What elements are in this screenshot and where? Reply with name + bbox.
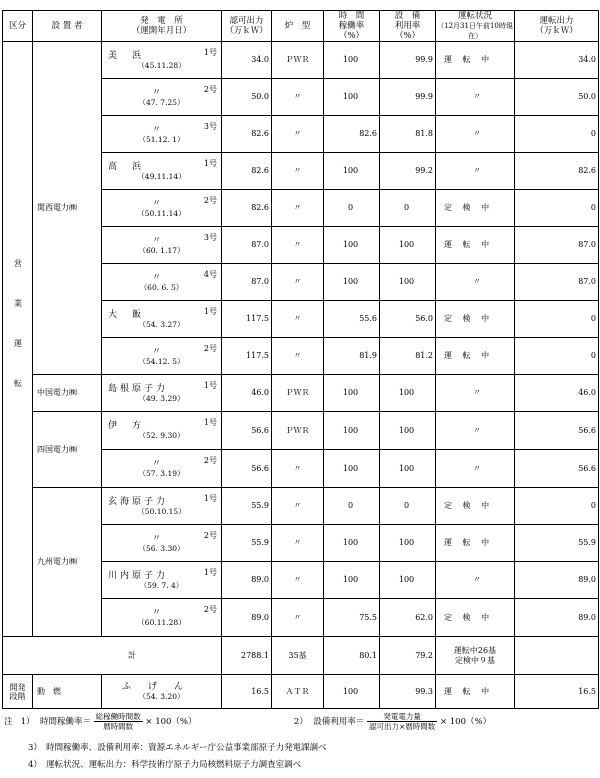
output-cell: 0 (515, 301, 599, 338)
capacity-cell: 56.6 (222, 412, 272, 450)
time-rate-cell: 100 (324, 153, 380, 190)
dev-util-rate: 99.3 (380, 675, 436, 709)
header-output-line2: （万ｋＷ） (535, 26, 578, 36)
output-cell: 82.6 (515, 153, 599, 190)
util-rate-cell: 0 (380, 190, 436, 227)
plant-name: 〃 (152, 459, 165, 469)
output-cell: 56.6 (515, 450, 599, 488)
note2-lead: 設備利用率＝ (313, 717, 365, 727)
total-status-line2: 定検中９基 (455, 655, 495, 665)
plant-cell (102, 488, 222, 525)
status-cell: 〃 (436, 412, 515, 450)
output-cell: 0 (515, 116, 599, 153)
capacity-cell: 82.6 (222, 190, 272, 227)
reactor-cell: 〃 (272, 153, 324, 190)
output-cell: 56.6 (515, 412, 599, 450)
reactor-cell: 〃 (272, 79, 324, 116)
plant-cell (102, 42, 222, 79)
plant-cell (102, 190, 222, 227)
plant-name: 〃 (152, 608, 165, 618)
dev-time-rate: 100 (324, 675, 380, 709)
status-cell: 定 検 中 (436, 488, 515, 525)
plant-cell (102, 375, 222, 412)
plant-name: ふ げ ん (122, 682, 188, 692)
status-cell: 〃 (436, 450, 515, 488)
unit-number: 4号 (203, 270, 217, 279)
reactor-cell: 〃 (272, 562, 324, 599)
status-cell: 運 転 中 (436, 525, 515, 562)
unit-number: 2号 (203, 605, 217, 614)
capacity-cell: 55.9 (222, 525, 272, 562)
note1-tail: × 100（%） (145, 717, 197, 727)
header-owner: 設 置 者 (33, 11, 102, 42)
dev-reactor: ＡＴＲ (272, 675, 324, 709)
total-status (436, 637, 515, 675)
header-time-rate-line2: 稼働率 (338, 21, 365, 31)
note-3: 3） 時間稼働率、設備利用率：資源エネルギー庁公益事業部原子力発電課調べ (28, 743, 327, 753)
plant-name: 〃 (152, 272, 165, 283)
time-rate-cell: 81.9 (324, 338, 380, 375)
owner-shikoku: 四国電力㈱ (33, 412, 102, 488)
reactor-status-table (2, 10, 599, 709)
dev-output: 16.5 (515, 675, 599, 709)
time-rate-cell: 100 (324, 227, 380, 264)
note2-fraction (367, 712, 437, 731)
capacity-cell: 55.9 (222, 488, 272, 525)
owner-kyushu: 九州電力㈱ (33, 488, 102, 637)
reactor-cell: 〃 (272, 264, 324, 301)
status-cell: 運 転 中 (436, 338, 515, 375)
plant-cell (102, 599, 222, 637)
plant-cell (102, 301, 222, 338)
header-capacity-line2: （万ｋＷ） (225, 26, 268, 36)
util-rate-cell: 62.0 (380, 599, 436, 637)
plant-date: （45.11.28） (137, 60, 186, 70)
plant-name: 〃 (152, 87, 165, 98)
header-capacity-line1: 認可出力 (229, 16, 264, 26)
output-cell: 0 (515, 190, 599, 227)
total-row (3, 637, 599, 675)
output-cell: 89.0 (515, 562, 599, 599)
note1-num: 1） (20, 717, 35, 727)
total-reactor-count: 35基 (272, 637, 324, 675)
status-cell: 運 転 中 (436, 42, 515, 79)
capacity-cell: 50.0 (222, 79, 272, 116)
status-cell: 定 検 中 (436, 301, 515, 338)
category-commercial: 営業運転 (3, 42, 33, 637)
notes-label: 注 (4, 717, 13, 727)
time-rate-cell: 0 (324, 190, 380, 227)
note1-fraction (94, 712, 143, 731)
total-time-rate: 80.1 (324, 637, 380, 675)
plant-date: （49.11.14） (137, 171, 186, 181)
capacity-cell: 82.6 (222, 153, 272, 190)
output-cell: 87.0 (515, 264, 599, 301)
reactor-cell: ＰＷＲ (272, 42, 324, 79)
total-label: 計 (3, 637, 222, 675)
plant-date: （52. 9.30） (138, 431, 185, 440)
util-rate-cell: 0 (380, 488, 436, 525)
unit-number: 3号 (203, 233, 217, 242)
plant-cell (102, 450, 222, 488)
category-dev: 開発段階 (3, 675, 33, 709)
time-rate-cell: 100 (324, 79, 380, 116)
total-status-line1: 運転中26基 (453, 645, 497, 655)
status-cell: 運 転 中 (436, 227, 515, 264)
plant-name: 玄海原子力 (108, 496, 169, 507)
plant-cell (102, 338, 222, 375)
reactor-cell: 〃 (272, 116, 324, 153)
output-cell: 34.0 (515, 42, 599, 79)
plant-name: 〃 (152, 235, 165, 246)
note2-numerator: 発電電力量 (367, 712, 437, 722)
header-util-rate (380, 11, 436, 42)
capacity-cell: 89.0 (222, 599, 272, 637)
header-plant-line2: （運開年月日） (131, 26, 192, 36)
plant-name: 〃 (152, 124, 165, 135)
note1-lead: 時間稼働率＝ (39, 717, 91, 727)
time-rate-cell: 100 (324, 525, 380, 562)
note2-tail: × 100（%） (439, 717, 492, 727)
unit-number: 2号 (203, 85, 217, 94)
capacity-cell: 82.6 (222, 116, 272, 153)
unit-number: 1号 (203, 494, 217, 503)
note1-denominator: 暦時間数 (103, 722, 134, 731)
plant-date: （54. 3.20） (138, 692, 185, 701)
note-line-1-2 (4, 712, 491, 731)
total-util-rate: 79.2 (380, 637, 436, 675)
plant-name: 〃 (152, 198, 165, 209)
unit-number: 2号 (203, 196, 217, 205)
util-rate-cell: 100 (380, 450, 436, 488)
reactor-cell: 〃 (272, 599, 324, 637)
note-4: 4） 運転状況、運転出力：科学技術庁原子力局核燃料原子力調査室調べ (28, 760, 302, 770)
capacity-cell: 34.0 (222, 42, 272, 79)
capacity-cell: 46.0 (222, 375, 272, 412)
unit-number: 2号 (203, 456, 217, 465)
total-capacity: 2788.1 (222, 637, 272, 675)
plant-date: （60. 6. 5） (139, 282, 184, 292)
unit-number: 1号 (203, 418, 217, 427)
unit-number: 1号 (203, 307, 217, 316)
owner-donen: 動 燃 (33, 675, 102, 709)
reactor-cell: ＰＷＲ (272, 412, 324, 450)
header-status-line2: （12月31日午前10時現在） (437, 22, 513, 40)
capacity-cell: 87.0 (222, 227, 272, 264)
util-rate-cell: 100 (380, 227, 436, 264)
header-output (515, 11, 599, 42)
util-rate-cell: 100 (380, 264, 436, 301)
header-output-line1: 運転出力 (539, 16, 574, 26)
time-rate-cell: 100 (324, 375, 380, 412)
plant-date: （54.12. 5） (138, 356, 185, 366)
header-util-rate-line2: 利用率 (394, 21, 421, 31)
header-reactor: 炉 型 (272, 11, 324, 42)
reactor-cell: 〃 (272, 450, 324, 488)
header-row (3, 11, 599, 42)
util-rate-cell: 100 (380, 375, 436, 412)
plant-date: （59. 7. 4） (139, 580, 184, 590)
plant-name: 〃 (152, 533, 165, 544)
output-cell: 55.9 (515, 525, 599, 562)
reactor-cell: 〃 (272, 488, 324, 525)
status-cell: 〃 (436, 562, 515, 599)
output-cell: 50.0 (515, 79, 599, 116)
plant-cell (102, 79, 222, 116)
output-cell: 89.0 (515, 599, 599, 637)
reactor-cell: 〃 (272, 227, 324, 264)
status-cell: 〃 (436, 375, 515, 412)
header-time-rate (324, 11, 380, 42)
util-rate-cell: 56.0 (380, 301, 436, 338)
capacity-cell: 87.0 (222, 264, 272, 301)
time-rate-cell: 100 (324, 562, 380, 599)
note2-num: 2） (293, 717, 308, 727)
util-rate-cell: 100 (380, 525, 436, 562)
total-output (515, 637, 599, 675)
plant-date: （57. 3.19） (138, 469, 185, 478)
plant-date: （56. 3.30） (138, 543, 185, 553)
header-plant-line1: 発 電 所 (140, 16, 183, 26)
time-rate-cell: 100 (324, 42, 380, 79)
util-rate-cell: 99.2 (380, 153, 436, 190)
dev-status: 運 転 中 (436, 675, 515, 709)
time-rate-cell: 82.6 (324, 116, 380, 153)
unit-number: 1号 (203, 48, 217, 57)
unit-number: 1号 (203, 568, 217, 577)
table-row (3, 375, 599, 412)
output-cell: 87.0 (515, 227, 599, 264)
header-util-rate-line3: （%） (394, 31, 421, 41)
table-row (3, 42, 599, 79)
reactor-cell: 〃 (272, 525, 324, 562)
dev-row (3, 675, 599, 709)
capacity-cell: 117.5 (222, 301, 272, 338)
output-cell: 46.0 (515, 375, 599, 412)
header-capacity (222, 11, 272, 42)
util-rate-cell: 81.8 (380, 116, 436, 153)
unit-number: 2号 (203, 531, 217, 540)
capacity-cell: 56.6 (222, 450, 272, 488)
unit-number: 1号 (203, 381, 217, 390)
time-rate-cell: 55.6 (324, 301, 380, 338)
owner-kansai: 関西電力㈱ (33, 42, 102, 375)
output-cell: 0 (515, 338, 599, 375)
plant-date: （54. 3.27） (138, 319, 185, 329)
plant-name: 高 浜 (108, 161, 145, 172)
time-rate-cell: 100 (324, 450, 380, 488)
util-rate-cell: 81.2 (380, 338, 436, 375)
plant-cell (102, 153, 222, 190)
time-rate-cell: 100 (324, 412, 380, 450)
output-cell: 0 (515, 488, 599, 525)
status-cell: 〃 (436, 153, 515, 190)
header-category: 区分 (3, 11, 33, 42)
util-rate-cell: 99.9 (380, 79, 436, 116)
unit-number: 1号 (203, 159, 217, 168)
owner-chugoku: 中国電力㈱ (33, 375, 102, 412)
plant-date: （60. 1.17） (138, 245, 185, 255)
plant-cell (102, 264, 222, 301)
plant-cell (102, 227, 222, 264)
plant-name: 川内原子力 (108, 570, 169, 581)
plant-name: 島根原子力 (108, 383, 169, 394)
header-time-rate-line1: 時 間 (338, 11, 365, 21)
plant-fugen (102, 675, 222, 709)
status-cell: 〃 (436, 264, 515, 301)
plant-cell (102, 412, 222, 450)
status-cell: 〃 (436, 79, 515, 116)
header-plant (102, 11, 222, 42)
note1-numerator: 総稼働時間数 (95, 712, 141, 721)
plant-date: （51.12. 1） (138, 134, 185, 144)
plant-name: 〃 (152, 346, 165, 357)
time-rate-cell: 100 (324, 264, 380, 301)
util-rate-cell: 99.9 (380, 42, 436, 79)
dev-capacity: 16.5 (222, 675, 272, 709)
reactor-cell: 〃 (272, 338, 324, 375)
util-rate-cell: 100 (380, 412, 436, 450)
plant-date: （47. 7.25） (138, 97, 185, 107)
header-util-rate-line1: 設 備 (394, 11, 421, 21)
capacity-cell: 89.0 (222, 562, 272, 599)
plant-date: （49. 3.29） (138, 393, 185, 403)
status-cell: 〃 (436, 116, 515, 153)
plant-name: 大 飯 (108, 309, 145, 320)
status-cell: 定 検 中 (436, 190, 515, 227)
reactor-cell: 〃 (272, 301, 324, 338)
note2-denominator: 認可出力×暦時間数 (368, 722, 436, 731)
plant-name: 美 浜 (108, 50, 145, 61)
reactor-cell: 〃 (272, 190, 324, 227)
plant-cell (102, 525, 222, 562)
plant-date: （50.10.15） (137, 506, 186, 516)
time-rate-cell: 75.5 (324, 599, 380, 637)
plant-cell (102, 562, 222, 599)
time-rate-cell: 0 (324, 488, 380, 525)
plant-cell (102, 116, 222, 153)
unit-number: 3号 (203, 122, 217, 131)
reactor-cell: ＰＷＲ (272, 375, 324, 412)
plant-date: （50.11.14） (137, 208, 186, 218)
header-time-rate-line3: （%） (338, 31, 365, 41)
plant-date: （60.11.28） (137, 618, 186, 627)
table-row (3, 412, 599, 450)
plant-name: 伊 方 (108, 421, 145, 431)
unit-number: 2号 (203, 344, 217, 353)
header-status (436, 11, 515, 42)
header-status-line1: 運転状況 (457, 11, 492, 21)
capacity-cell: 117.5 (222, 338, 272, 375)
util-rate-cell: 100 (380, 562, 436, 599)
table-row (3, 488, 599, 525)
status-cell: 定 検 中 (436, 599, 515, 637)
